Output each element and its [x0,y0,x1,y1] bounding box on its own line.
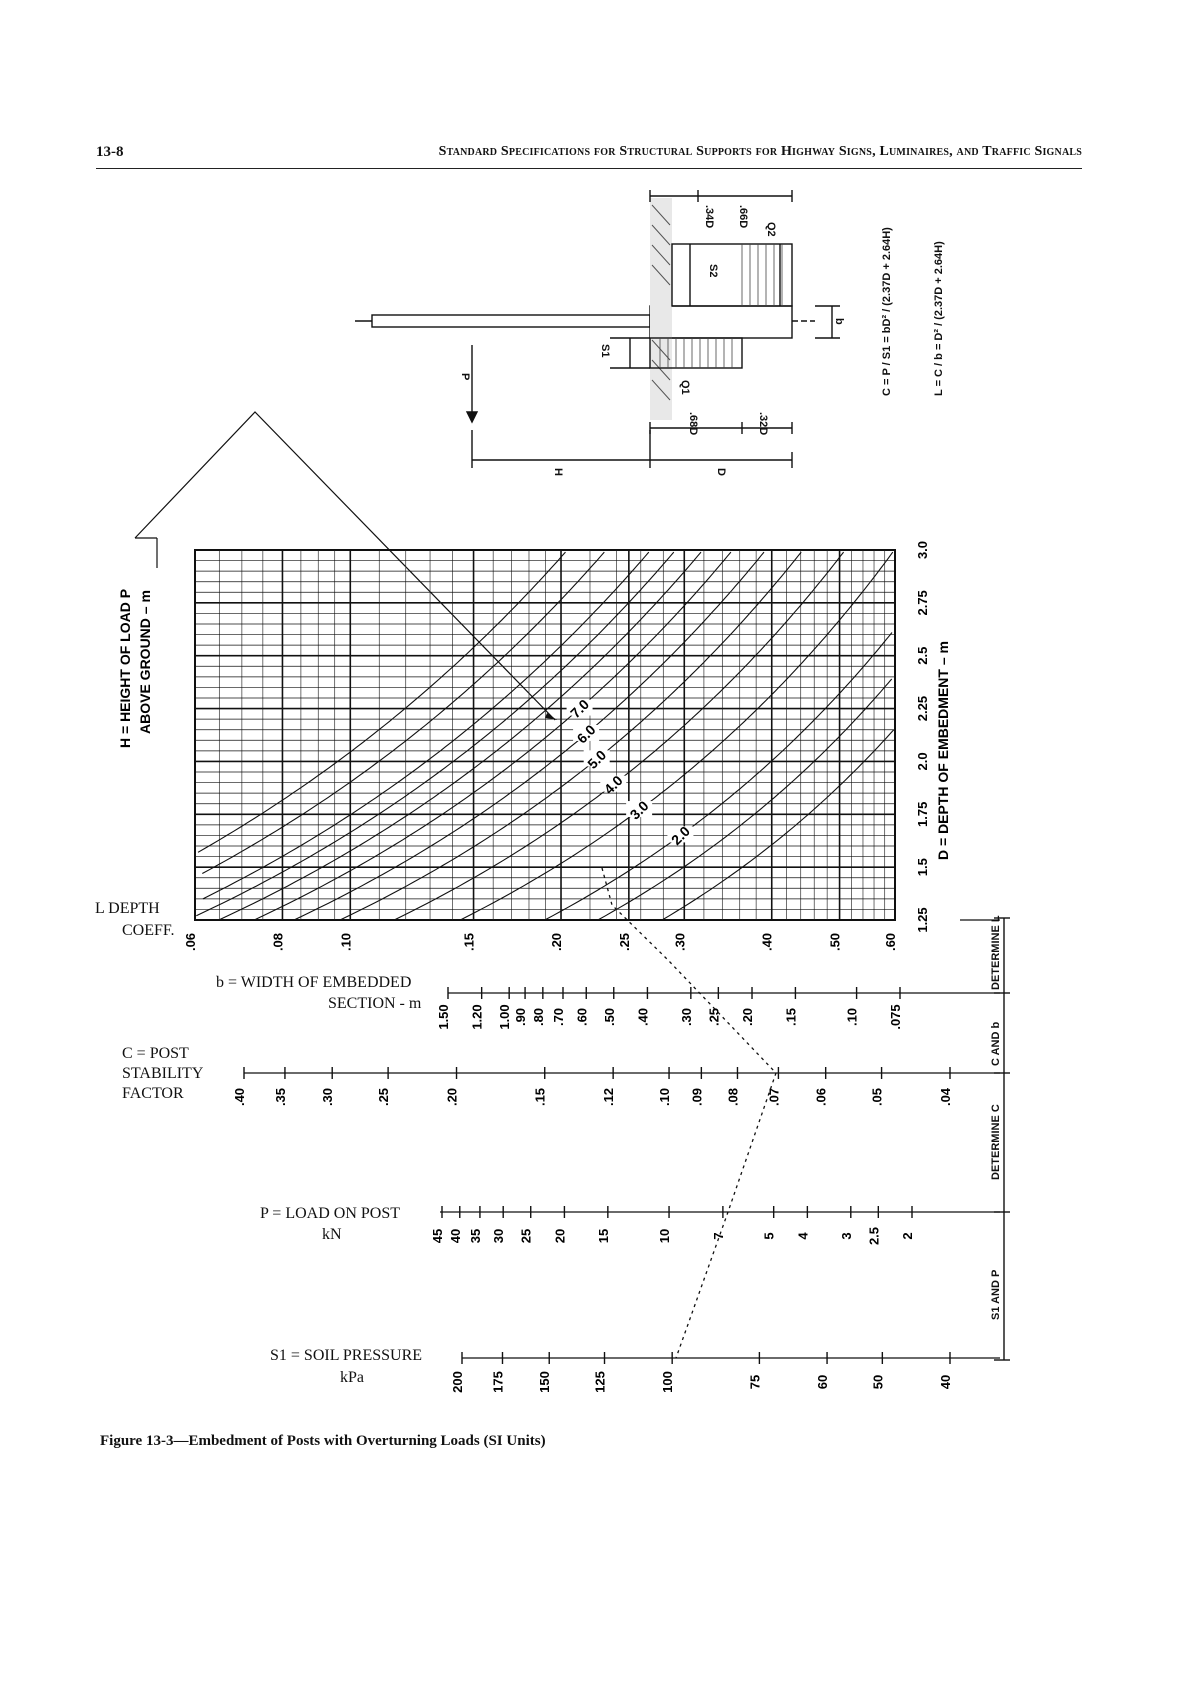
b-tick-label: .40 [635,1007,651,1027]
label-Q1: Q1 [679,380,691,395]
b-label-line2: SECTION - m [328,995,422,1012]
H-leader-line [135,412,555,720]
L-tick-label: .25 [616,932,632,952]
C-tick-label: .10 [657,1087,673,1107]
P-tick-label: 7 [710,1232,726,1240]
b-tick-label: .20 [740,1007,756,1027]
bracket-label-C-b: C AND b [990,1021,1002,1066]
H-curve [460,552,893,920]
C-label-line3: FACTOR [122,1085,184,1102]
P-tick-label: 4 [795,1232,811,1240]
b-tick-label: .30 [678,1007,694,1027]
L-tick-label: .08 [270,932,286,952]
b-label-line1: b = WIDTH OF EMBEDDED [216,974,412,991]
L-tick-label: .20 [549,932,565,952]
bracket-label-S1-P: S1 AND P [990,1269,1002,1320]
label-Q2: Q2 [765,222,777,237]
figure-caption: Figure 13-3—Embedment of Posts with Overturning Loads (SI Units) [100,1433,546,1449]
b-tick-label: 1.50 [436,1004,451,1030]
H-label-line1: H = HEIGHT OF LOAD P [117,588,133,748]
formula-C: C = P / S1 = bD² / (2.37D + 2.64H) [881,227,893,396]
P-tick-label: 35 [467,1228,483,1244]
label-D: D [715,468,727,476]
b-tick-label: .80 [530,1007,546,1027]
P-tick-label: 10 [657,1228,673,1244]
b-tick-label: .075 [888,1004,903,1030]
P-tick-label: 3 [838,1232,854,1240]
C-tick-label: .12 [601,1087,617,1107]
H-curve [394,552,843,920]
P-tick-label: 2 [900,1232,915,1240]
C-tick-label: .08 [725,1087,741,1107]
bracket-label-L: DETERMINE L [990,915,1002,990]
dim-label-68D: .68D [687,412,699,436]
H-axis-label [117,412,557,748]
H-curve-label: 2.0 [667,822,693,848]
b-tick-label: 1.20 [469,1004,485,1030]
P-tick-label: 25 [518,1228,534,1244]
C-tick-label: .04 [938,1087,953,1107]
scale-ticks [183,933,953,1393]
D-tick-label: 1.25 [915,907,930,933]
C-tick-label: .05 [869,1087,885,1107]
L-tick-label: .60 [883,932,898,952]
b-tick-label: .25 [706,1007,722,1027]
D-tick-label: 2.75 [915,590,930,616]
bracket-label-C: DETERMINE C [990,1104,1002,1180]
C-tick-label: .30 [320,1087,336,1107]
H-curve-label: 4.0 [600,772,626,798]
C-label-line1: C = POST [122,1045,189,1062]
H-curve [198,552,566,852]
dim-label-34D: .34D [703,205,715,229]
label-b: b [833,318,845,325]
D-tick-label: 2.5 [915,646,930,665]
b-tick-label: .90 [513,1007,529,1027]
L-tick-label: .15 [461,932,477,952]
label-P: P [459,373,471,381]
H-label-line2: ABOVE GROUND – m [137,590,153,734]
C-label-line2: STABILITY [122,1065,204,1082]
page-number: 13-8 [96,144,124,160]
label-H: H [552,468,564,476]
C-tick-label: .09 [689,1087,705,1107]
P-tick-label: 20 [552,1228,568,1244]
C-tick-label: .25 [376,1087,392,1107]
P-tick-label: 15 [595,1228,611,1244]
P-tick-label: 40 [447,1228,463,1244]
label-S1: S1 [599,344,611,358]
P-tick-label: 2.5 [866,1226,882,1246]
b-tick-label: 1.00 [497,1004,513,1030]
H-curve-label: 6.0 [573,721,599,747]
b-tick-label: .60 [574,1007,590,1027]
C-tick-label: .06 [813,1087,829,1107]
S1-tick-label: 200 [450,1371,465,1393]
L-tick-label: .10 [338,932,354,952]
S1-tick-label: 125 [592,1371,608,1393]
L-label-line2: COEFF. [122,922,175,939]
C-tick-label: .15 [532,1087,548,1107]
L-tick-label: .40 [759,932,775,952]
S1-tick-label: 100 [660,1371,676,1393]
page-title: Standard Specifications for Structural Supports for Highway Signs, Luminaires, and Traffic Signals [438,144,1082,159]
L-label-line1: L DEPTH [95,900,160,917]
P-tick-label: 30 [491,1228,507,1244]
S1-tick-label: 175 [490,1371,506,1393]
D-axis-label: D = DEPTH OF EMBEDMENT – m [935,641,951,860]
formula-L: L = C / b = D² / (2.37D + 2.64H) [933,241,945,396]
L-tick-label: .30 [672,932,688,952]
P-label-line2: kN [322,1226,342,1243]
H-curve [340,552,801,920]
D-axis-ticks [915,541,930,933]
pole-shaft [372,315,650,327]
P-tick-label: 5 [761,1232,777,1240]
S1-tick-label: 50 [870,1374,886,1390]
L-tick-label: .06 [183,932,198,952]
H-curve-label: 5.0 [584,746,610,772]
b-tick-label: .15 [783,1007,799,1027]
ground-hatch [650,198,672,420]
H-curve-label: 3.0 [626,797,652,823]
D-tick-label: 2.0 [915,752,930,771]
S1-tick-label: 150 [537,1371,553,1393]
b-tick-label: .10 [844,1007,860,1027]
b-tick-label: .70 [550,1007,566,1027]
dim-label-66D: .66D [737,205,749,229]
b-tick-label: .50 [601,1007,617,1027]
H-curve [196,552,674,916]
D-tick-label: 1.5 [915,858,930,877]
S1-tick-label: 60 [815,1374,831,1390]
S1-tick-label: 40 [938,1374,953,1390]
dim-label-32D: .32D [757,412,769,436]
S1-label-line2: kPa [340,1369,364,1386]
C-tick-label: .20 [444,1087,460,1107]
D-tick-label: 2.25 [915,695,930,722]
C-tick-label: .07 [766,1087,782,1107]
D-tick-label: 1.75 [915,801,930,827]
grid [195,550,895,920]
grid-border [195,550,895,920]
S1-label-line1: S1 = SOIL PRESSURE [270,1347,423,1364]
L-tick-label: .50 [827,932,843,952]
P-tick-label: 45 [430,1228,445,1244]
H-curve-label: 7.0 [567,696,593,722]
D-tick-label: 3.0 [915,540,930,560]
C-tick-label: .35 [272,1087,288,1107]
label-S2: S2 [707,264,719,278]
C-tick-label: .40 [232,1087,247,1107]
S1-tick-label: 75 [747,1374,763,1390]
P-label-line1: P = LOAD ON POST [260,1205,400,1222]
